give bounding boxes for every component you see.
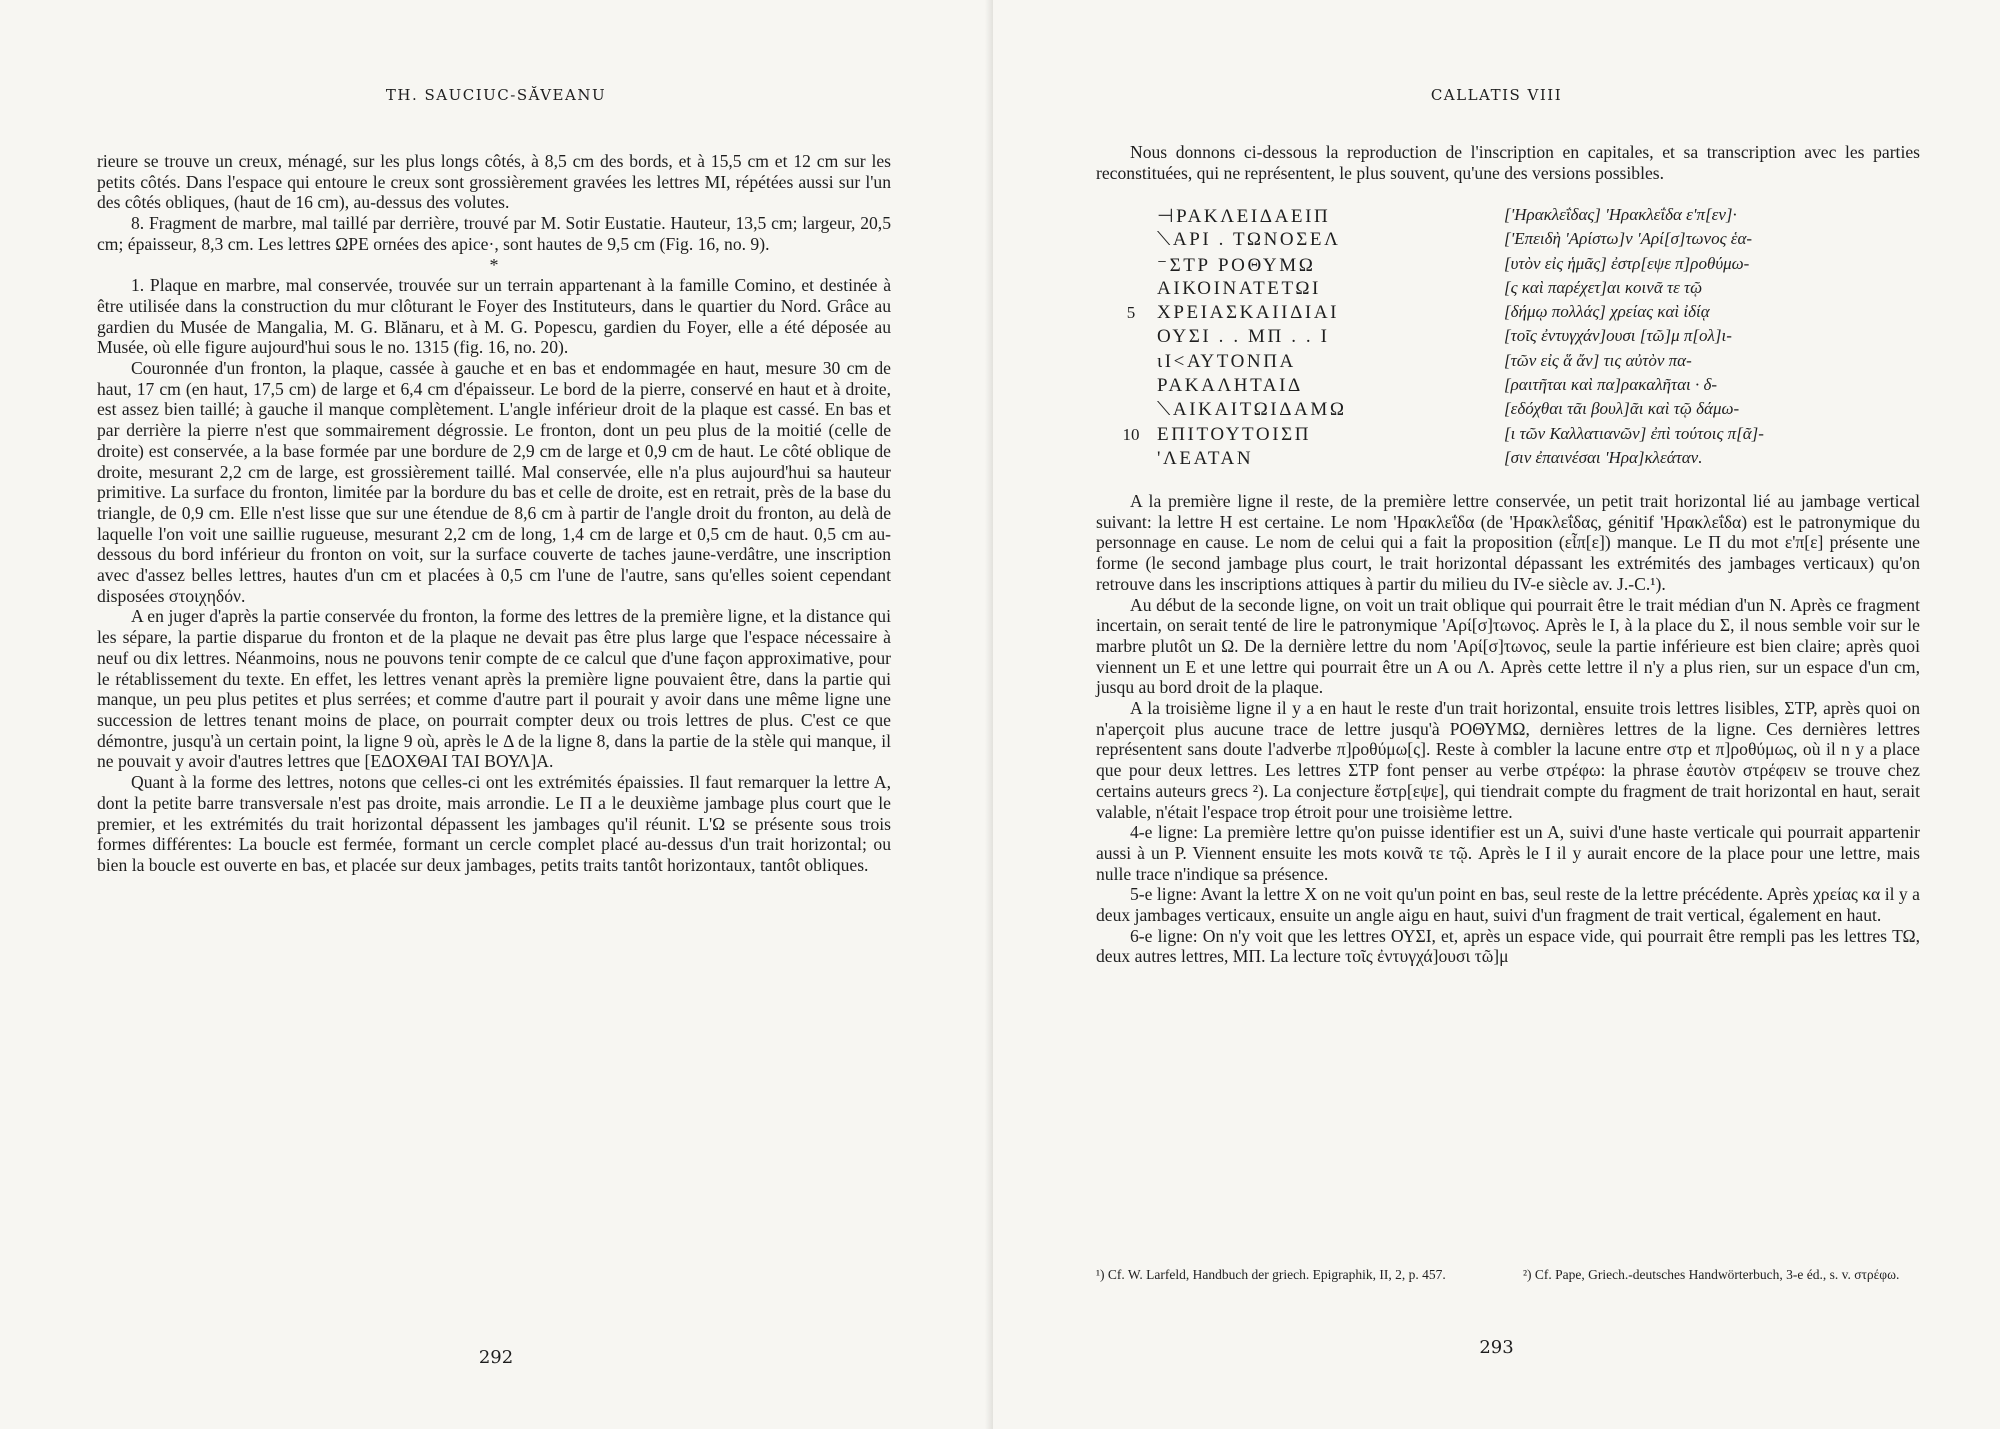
transcription-text: [τῶν εἰς ἅ ἄν] τις αὐτὸν πα- xyxy=(1504,350,1692,370)
right-page xyxy=(993,0,2000,1429)
capitals-text: ΡΑΚΑΛΗΤΑΙΔ xyxy=(1157,375,1303,397)
line-number: 10 xyxy=(1122,424,1140,444)
paragraph: Au début de la seconde ligne, on voit un trait oblique qui pourrait être le trait médian d'un N. Après ce fragment incertain, on serait tenté de lire le patronymique 'Αρί[σ]τωνος. Après le I, à la place du Σ, il nous semble voir sur le marbre plutôt un Ω. De la dernière lettre du nom 'Αρί[σ]τωνος, seule la partie inférieure est bien claire; après quoi viennent un E et une lettre qui pourrait être un A ou Λ. Après cette lettre il n'y a plus rien, sur un espace d'un cm, jusqu au bord droit de la plaque. xyxy=(1096,594,1920,698)
capitals-text: ⟍ΑΙΚΑΙΤΩΙΔΑΜΩ xyxy=(1157,399,1347,421)
capitals-text: ΧΡΕΙΑΣΚΑΙΙΔΙΑΙ xyxy=(1157,302,1340,324)
paragraph: 6-e ligne: On n'y voit que les lettres ΟΥΣΙ, et, après un espace vide, qui pourrait être rempli pas les lettres ΤΩ, deux autres lettres, ΜΠ. La lecture τοῖς ἐντυγχά]ουσι τῶ]μ xyxy=(1096,925,1920,967)
transcription-text: [ι τῶν Καλλατιανῶν] ἐπὶ τούτοις π[ᾶ]- xyxy=(1504,423,1764,443)
capitals-text: ⁻ΣΤΡ ΡΟΘΥΜΩ xyxy=(1157,254,1316,276)
paragraph: Couronnée d'un fronton, la plaque, cassée à gauche et en bas et endommagée en haut, mesure 30 cm de haut, 17 cm (en haut, 17,5 cm) de large et 6,4 cm d'épaisseur. Le bord de la pierre, conservé en haut et à droite, est assez bien taillé; à gauche il manque complètement. L'angle inférieur droit de la plaque est cassé. En bas et par derrière la pierre n'est que sommairement dégrossie. Le fronton, dont un peu plus de la moitié (celle de droite) est conservée, a la base formée par une bordure de 2,9 cm de large et 0,9 cm de haut. Le côté oblique de droite, mesurant 2,2 cm de large, est grossièrement taillé. Mal conservée, elle n'a plus aujourd'hui sa hauteur primitive. La surface du fronton, limitée par la bordure du bas et celle de droite, est en retrait, près de la base du triangle, de 0,9 cm. Elle n'est lisse que sur une étendue de 8,6 cm à partir de l'angle droit du fronton, au delà de laquelle l'on voit une saillie rugueuse, mesurant 2,2 cm de long, 1,4 cm de large et 0,5 cm de haut. 0,5 cm au-dessous du bord inférieur du fronton on voit, sur la surface couverte de taches jaune-verdâtre, une inscription avec d'assez belles lettres, hautes d'un cm et placées à 0,5 cm l'une de l'autre, sans qu'elles soient cependant disposées στοιχηδόν. xyxy=(97,358,891,606)
paragraph: rieure se trouve un creux, ménagé, sur les plus longs côtés, à 8,5 cm des bords, et à 15,5 cm et 12 cm sur les petits côtés. Dans l'espace qui entoure le creux sont grossièrement gravées les lettres MI, répétées aussi sur l'un des côtés obliques, (haut de 16 cm), au-dessus des volutes. xyxy=(97,151,891,213)
inscription-row xyxy=(1111,424,2000,448)
capitals-text: ΑΙΚΟΙΝΑΤΕΤΩΙ xyxy=(1157,277,1321,299)
paragraph: A en juger d'après la partie conservée du fronton, la forme des lettres de la première ligne, et la distance qui les sépare, la partie disparue du fronton et de la plaque ne devait pas être plus large que l'espace nécessaire à neuf ou dix lettres. Néanmoins, nous ne pouvons tenir compte de ce calcul que d'une façon approximative, pour le rétablissement du texte. En effet, les lettres venant après la première ligne pouvaient être, dans la partie qui manque, un peu plus petites et plus serrées; et comme d'autre part il pourait y avoir dans une même ligne une succession de lettres tenant moins de place, on pourrait compter deux ou trois lettres de plus. C'est ce que démontre, jusqu'à un certain point, la ligne 9 où, après le Δ de la ligne 8, dans la partie de la stèle qui manque, il ne pouvait y avoir d'autres lettres que [ΕΔΟΧΘΑΙ ΤΑΙ ΒΟΥΛ]Α. xyxy=(97,606,891,772)
footnote-2: ²) Cf. Pape, Griech.-deutsches Handwörterbuch, 3-e éd., s. v. στρέφω. xyxy=(1523,1267,1900,1282)
paragraph: 5-e ligne: Avant la lettre X on ne voit qu'un point en bas, seul reste de la lettre précédente. Après χρείας κα il y a deux jambages verticaux, ensuite un angle aigu en haut, suivi d'un fragment de trait vertical, également en haut. xyxy=(1096,884,1920,926)
capitals-text: ιΙ<ΑΥΤΟΝΠΑ xyxy=(1157,350,1296,372)
transcription-text: ['Ηρακλεΐδας] 'Ηρακλεΐδα ε'π[εν]· xyxy=(1504,205,1737,224)
capitals-text: 'ΛΕΑΤΑΝ xyxy=(1157,447,1254,469)
transcription-text: [τοῖς ἐντυγχάν]ουσι [τῶ]μ π[ολ]ι- xyxy=(1504,326,1732,346)
transcription-text: [υτὸν εἰς ἡμᾶς] ἐστρ[εψε π]ροθύμω- xyxy=(1504,253,1750,273)
transcription-text: [εδόχθαι τᾶι βουλ]ᾶι καὶ τῷ δάμω- xyxy=(1504,399,1740,419)
capitals-text: ΕΠΙΤΟΥΤΟΙΣΠ xyxy=(1157,423,1312,445)
paragraph: A la troisième ligne il y a en haut le reste d'un trait horizontal, ensuite trois lettres lisibles, ΣΤΡ, après quoi on n'aperçoit plus aucune trace de lettre jusqu'à ΡΟΘΥΜΩ, dernières lettres de la ligne. Ces dernières lettres représentent sans doute l'adverbe π]ροθύμω[ς]. Reste à combler la lacune entre στρ et π]ροθύμως, où il n y a place que pour deux lettres. Les lettres ΣΤΡ font penser au verbe στρέφω: la phrase ἑαυτὸν στρέφειν se trouve chez certains auteurs grecs ²). La conjecture ἔστρ[εψε], qui tiendrait compte du fragment de trait horizontal en haut, serait valable, n'était l'espace trop étroit pour une troisième lettre. xyxy=(1096,698,1920,822)
paragraph: Nous donnons ci-dessous la reproduction de l'inscription en capitales, et sa transcription avec les parties reconstituées, qui ne représentent, le plus souvent, qu'une des versions possibles. xyxy=(1096,142,1920,183)
paragraph: 4-e ligne: La première lettre qu'on puisse identifier est un A, suivi d'une haste verticale qui pourrait appartenir aussi à un P. Viennent ensuite les mots κοινᾶ τε τῷ. Après le I il y aurait encore de la place pour une lettre, mais nulle trace n'indique sa présence. xyxy=(1096,822,1920,884)
left-text-block xyxy=(97,151,891,876)
inscription-row xyxy=(1111,278,2000,302)
transcription-text: [ς καὶ παρέχετ]αι κοινᾶ τε τῷ xyxy=(1504,277,1703,297)
inscription-row xyxy=(1111,326,2000,350)
paragraph: A la première ligne il reste, de la première lettre conservée, un petit trait horizontal lié au jambage vertical suivant: la lettre H est certaine. Le nom 'Ηρακλεΐδα (de 'Ηρακλεΐδας, génitif 'Ηρακλεΐδα) est le patronymique du personnage en cause. Le nom de celui qui a fait la proposition (εἶπ[ε]) manque. Le Π du mot ε'π[ε] présente une forme (le second jambage plus court, le trait horizontal dépassant les extrémités des jambages verticaux) qu'on retrouve dans les inscriptions attiques à partir du milieu du IV-e siècle av. J.-C.¹). xyxy=(1096,491,1920,594)
running-head-right: CALLATIS VIII xyxy=(1430,86,1563,104)
inscription-row xyxy=(1111,351,2000,375)
inscription-row xyxy=(1111,399,2000,423)
intro-text xyxy=(1096,142,1920,183)
inscription-table xyxy=(1111,205,2000,472)
transcription-text: [ραιτῆται καὶ πα]ρακαλῆται · δ- xyxy=(1504,375,1718,395)
inscription-row xyxy=(1111,448,2000,472)
transcription-text: [σιν ἐπαινέσαι 'Ηρα]κλεάταν. xyxy=(1504,447,1703,467)
inscription-row xyxy=(1111,205,2000,229)
page-number-right: 293 xyxy=(1479,1337,1514,1358)
inscription-row xyxy=(1111,254,2000,278)
inscription-row xyxy=(1111,302,2000,326)
inscription-row xyxy=(1111,375,2000,399)
transcription-text: ['Επειδὴ 'Αρίστω]ν 'Αρί[σ]τωνος ἑα- xyxy=(1504,229,1753,249)
section-separator: * xyxy=(489,254,499,275)
right-text-block xyxy=(1096,491,1920,967)
footnote-1: ¹) Cf. W. Larfeld, Handbuch der griech. Epigraphik, II, 2, p. 457. xyxy=(1096,1267,1446,1282)
page-number-left: 292 xyxy=(478,1347,514,1368)
inscription-row xyxy=(1111,229,2000,253)
transcription-text: [δήμῳ πολλάς] χρείας καὶ ἰδίᾳ xyxy=(1504,302,1710,322)
running-head-left: TH. SAUCIUC-SĂVEANU xyxy=(385,86,607,104)
left-page xyxy=(0,0,993,1429)
paragraph: Quant à la forme des lettres, notons que celles-ci ont les extrémités épaissies. Il faut remarquer la lettre A, dont la petite barre transversale n'est pas droite, mais arrondie. Le Π a le deuxième jambage plus court que le premier, et les extrémités du trait horizontal dépassent les jambages qu'il réunit. L'Ω se présente sous trois formes différentes: La boucle est fermée, formant un cercle complet placé au-dessus d'un trait horizontal; ou bien la boucle est ouverte en bas, et placée sur deux jambages, petits traits tantôt horizontaux, tantôt obliques. xyxy=(97,772,891,875)
paragraph: 1. Plaque en marbre, mal conservée, trouvée sur un terrain appartenant à la famille Comino, et destinée à être utilisée dans la construction du mur clôturant le Foyer des Instituteurs, dans le quartier du Nord. Grâce au gardien du Musée de Mangalia, M. G. Blănaru, et à M. G. Popescu, gardien du Foyer, elle a été déposée au Musée, où elle figure aujourd'hui sous le no. 1315 (fig. 16, no. 20). xyxy=(97,275,891,358)
capitals-text: ⟍ΑΡΙ . ΤΩΝΟΣΕΛ xyxy=(1157,229,1341,251)
capitals-text: ⊣ΡΑΚΛΕΙΔΑΕΙΠ xyxy=(1157,206,1331,227)
capitals-text: ΟΥΣΙ . . ΜΠ . . Ι xyxy=(1157,326,1330,348)
paragraph: 8. Fragment de marbre, mal taillé par derrière, trouvé par M. Sotir Eustatie. Hauteur, 13,5 cm; largeur, 20,5 cm; épaisseur, 8,3 cm. Les lettres ΩPE ornées des apice·, sont hautes de 9,5 cm (Fig. 16, no. 9). xyxy=(97,213,891,254)
line-number: 5 xyxy=(1126,303,1136,323)
